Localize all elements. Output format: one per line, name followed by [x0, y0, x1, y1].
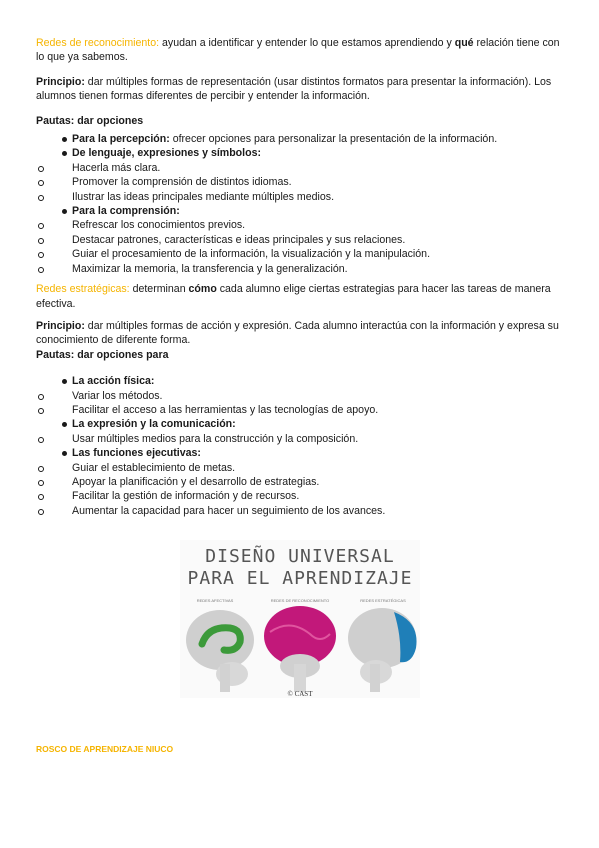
brain-illustrations — [180, 604, 420, 704]
principle-text: dar múltiples formas de acción y expresión. Cada alumno interactúa con la información y expresa su conocimiento de diferente forma. — [36, 319, 559, 347]
list-item — [36, 489, 564, 503]
section-lead: Redes de reconocimiento: — [36, 37, 160, 49]
list-item — [36, 504, 564, 518]
principle-2 — [36, 319, 564, 348]
list-item-text: Facilitar el acceso a las herramientas y las tecnologías de apoyo. — [72, 403, 379, 416]
figure-title-line1: DISEÑO UNIVERSAL — [205, 546, 395, 567]
principle-1 — [36, 75, 564, 104]
brain-strategic-icon — [348, 608, 417, 692]
list-item — [36, 475, 564, 489]
list-item — [36, 417, 564, 431]
label-recognition: REDES DE RECONOCIMIENTO — [270, 598, 330, 603]
list-item-label: Para la percepción: — [72, 133, 170, 146]
list-item-text: Destacar patrones, características e ideas principales y sus relaciones. — [72, 233, 406, 246]
section-text: relación tiene con lo que ya sabemos. — [36, 37, 560, 64]
figure-copyright: © CAST — [287, 690, 313, 698]
list-item-label: La acción física: — [72, 375, 155, 388]
list-item — [36, 247, 564, 261]
list-item-label: Para la comprensión: — [72, 205, 180, 218]
section-text: ayudan a identificar y entender lo que estamos aprendiendo y — [159, 37, 455, 49]
section-bold: cómo — [188, 283, 217, 296]
principle-text: dar múltiples formas de representación (usar distintos formatos para presentar la información). Los alumnos tienen formas diferentes de percibir y entender la información. — [36, 75, 552, 103]
list-item-text: Refrescar los conocimientos previos. — [72, 219, 246, 232]
list-item — [36, 432, 564, 446]
list-item — [36, 374, 564, 388]
section-bold: qué — [454, 37, 474, 49]
document-body — [36, 0, 564, 518]
list-item-text: Aumentar la capacidad para hacer un seguimiento de los avances. — [72, 504, 386, 517]
list-item — [36, 146, 564, 160]
list-item — [36, 204, 564, 218]
principle-label: Principio: — [36, 75, 85, 88]
list-item — [36, 132, 564, 146]
section-text: cada alumno elige ciertas estrategias para hacer las tareas de manera efectiva. — [36, 283, 551, 310]
list-item-text: Ilustrar las ideas principales mediante múltiples medios. — [72, 190, 335, 203]
guidelines-heading-2: Pautas: dar opciones para — [36, 348, 169, 361]
list-item — [36, 218, 564, 232]
section-text: determinan — [129, 283, 189, 296]
guidelines-list-2 — [36, 374, 564, 518]
list-item-text: ofrecer opciones para personalizar la presentación de la información. — [169, 133, 498, 146]
guidelines-heading-1: Pautas: dar opciones — [36, 114, 144, 127]
list-item-text: Promover la comprensión de distintos idiomas. — [72, 176, 292, 189]
footer-brand: ROSCO DE APRENDIZAJE NIUCO — [36, 744, 174, 754]
list-item-text: Guiar el establecimiento de metas. — [72, 461, 236, 474]
list-item-label: Las funciones ejecutivas: — [72, 447, 201, 460]
principle-label: Principio: — [36, 319, 85, 332]
list-item-text: Facilitar la gestión de información y de recursos. — [72, 490, 300, 503]
list-item-text: Maximizar la memoria, la transferencia y la generalización. — [72, 262, 348, 275]
figure-title-line2: PARA EL APRENDIZAJE — [187, 568, 413, 589]
list-item — [36, 403, 564, 417]
list-item-text: Apoyar la planificación y el desarrollo de estrategias. — [72, 475, 320, 488]
list-item — [36, 262, 564, 276]
list-item — [36, 461, 564, 475]
guidelines-list-1 — [36, 132, 564, 276]
section-strategic — [36, 282, 564, 311]
section-lead: Redes estratégicas: — [36, 283, 130, 296]
label-strategic: REDES ESTRATÉGICAS — [360, 598, 406, 603]
list-item — [36, 446, 564, 460]
udl-figure — [180, 540, 420, 698]
list-item — [36, 389, 564, 403]
brain-affective-icon — [186, 610, 254, 692]
list-item-text: Usar múltiples medios para la construcción y la composición. — [72, 432, 359, 445]
brain-recognition-icon — [264, 606, 336, 692]
list-item-text: Hacerla más clara. — [72, 161, 161, 174]
list-item-text: Variar los métodos. — [72, 389, 163, 402]
list-item — [36, 175, 564, 189]
list-item — [36, 190, 564, 204]
list-item-label: De lenguaje, expresiones y símbolos: — [72, 147, 261, 160]
list-item-label: La expresión y la comunicación: — [72, 418, 236, 431]
section-recognition — [36, 36, 564, 65]
list-item — [36, 233, 564, 247]
list-item — [36, 161, 564, 175]
list-item-text: Guiar el procesamiento de la información, la visualización y la manipulación. — [72, 248, 431, 261]
label-affective: REDES AFECTIVAS — [196, 598, 234, 603]
